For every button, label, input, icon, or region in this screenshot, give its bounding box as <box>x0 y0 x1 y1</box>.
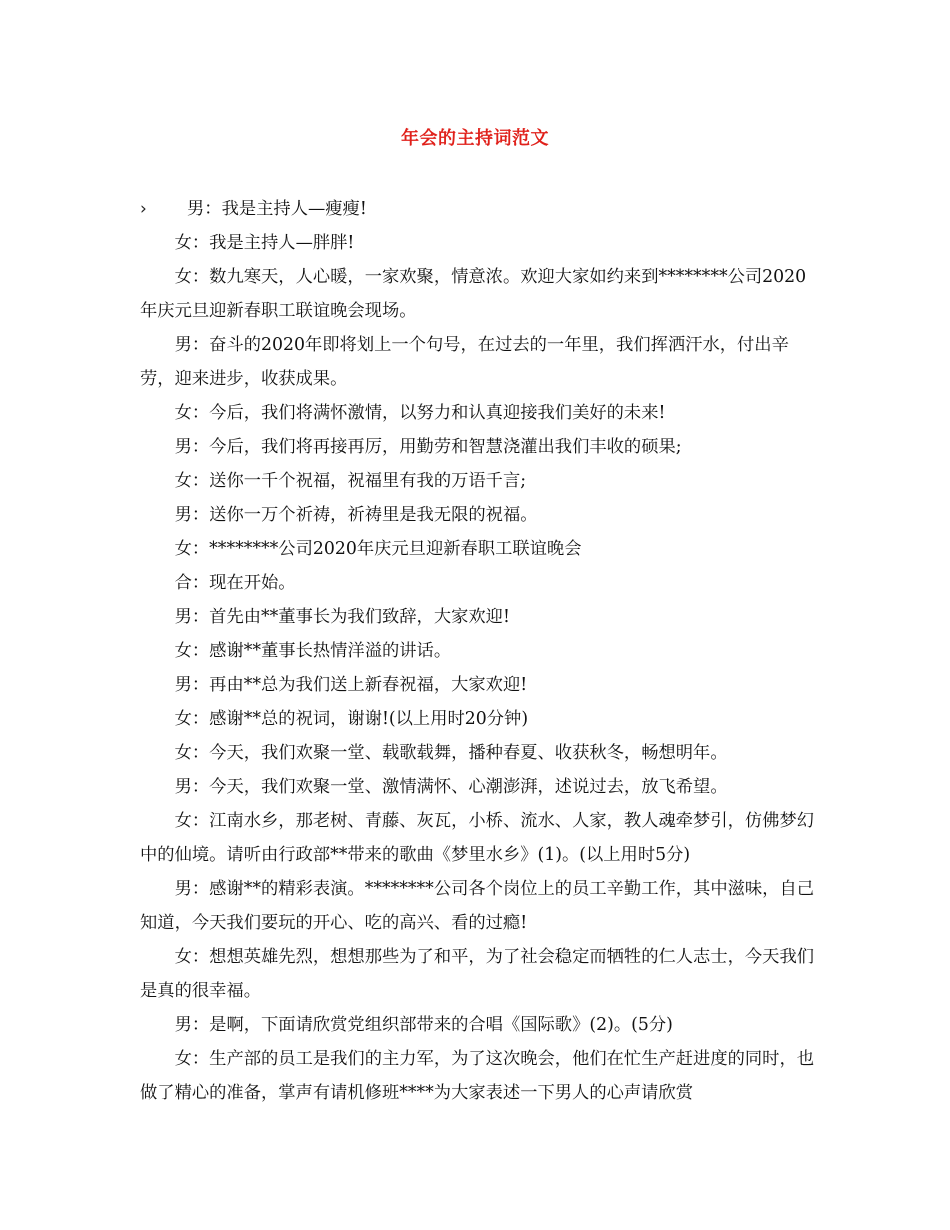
document-body <box>140 192 820 1110</box>
paragraph: 男：今后，我们将再接再厉，用勤劳和智慧浇灌出我们丰收的硕果; <box>174 437 682 457</box>
paragraph: 男：奋斗的2020年即将划上一个句号，在过去的一年里，我们挥洒汗水，付出辛劳，迎来进步，收获成果。 <box>140 335 789 389</box>
paragraph: 女：感谢**总的祝词，谢谢!(以上用时20分钟) <box>174 709 529 729</box>
paragraph: 女：我是主持人—胖胖! <box>174 233 355 253</box>
paragraph: 男：今天，我们欢聚一堂、激情满怀、心潮澎湃，述说过去，放飞希望。 <box>174 777 728 797</box>
paragraph: 女：********公司2020年庆元旦迎新春职工联谊晚会 <box>174 539 582 559</box>
paragraph: 男：再由**总为我们送上新春祝福，大家欢迎! <box>174 675 528 695</box>
paragraph: 女：想想英雄先烈，想想那些为了和平，为了社会稳定而牺牲的仁人志士，今天我们是真的很幸福。 <box>140 947 815 1001</box>
paragraph: 女：数九寒天，人心暖，一家欢聚，情意浓。欢迎大家如约来到********公司2020年庆元旦迎新春职工联谊晚会现场。 <box>140 267 807 321</box>
paragraph: 女：生产部的员工是我们的主力军，为了这次晚会，他们在忙生产赶进度的同时，也做了精心的准备，掌声有请机修班****为大家表述一下男人的心声请欣赏 <box>140 1049 815 1103</box>
paragraph: 女：今后，我们将满怀激情，以努力和认真迎接我们美好的未来! <box>174 403 666 423</box>
paragraph: 女：江南水乡，那老树、青藤、灰瓦，小桥、流水、人家，教人魂牵梦引，仿佛梦幻中的仙境。请听由行政部**带来的歌曲《梦里水乡》(1)。(以上用时5分) <box>140 811 815 865</box>
paragraph: 男：感谢**的精彩表演。********公司各个岗位上的员工辛勤工作，其中滋味，自己知道，今天我们要玩的开心、吃的高兴、看的过瘾! <box>140 879 815 933</box>
paragraph-text: 男：我是主持人—瘦瘦! <box>187 199 367 219</box>
paragraph: 女：送你一千个祝福，祝福里有我的万语千言; <box>174 471 527 491</box>
paragraph: 女：感谢**董事长热情洋溢的讲话。 <box>174 641 452 661</box>
bullet-arrow-icon: › <box>140 199 147 219</box>
document-title: 年会的主持词范文 <box>401 128 549 149</box>
paragraph: 合：现在开始。 <box>174 573 296 593</box>
paragraph <box>140 192 820 226</box>
paragraph: 男：是啊，下面请欣赏党组织部带来的合唱《国际歌》(2)。(5分) <box>174 1015 673 1035</box>
paragraph: 男：送你一万个祈祷，祈祷里是我无限的祝福。 <box>174 505 538 525</box>
paragraph: 男：首先由**董事长为我们致辞，大家欢迎! <box>174 607 510 627</box>
paragraph: 女：今天，我们欢聚一堂、载歌载舞，播种春夏、收获秋冬，畅想明年。 <box>174 743 728 763</box>
